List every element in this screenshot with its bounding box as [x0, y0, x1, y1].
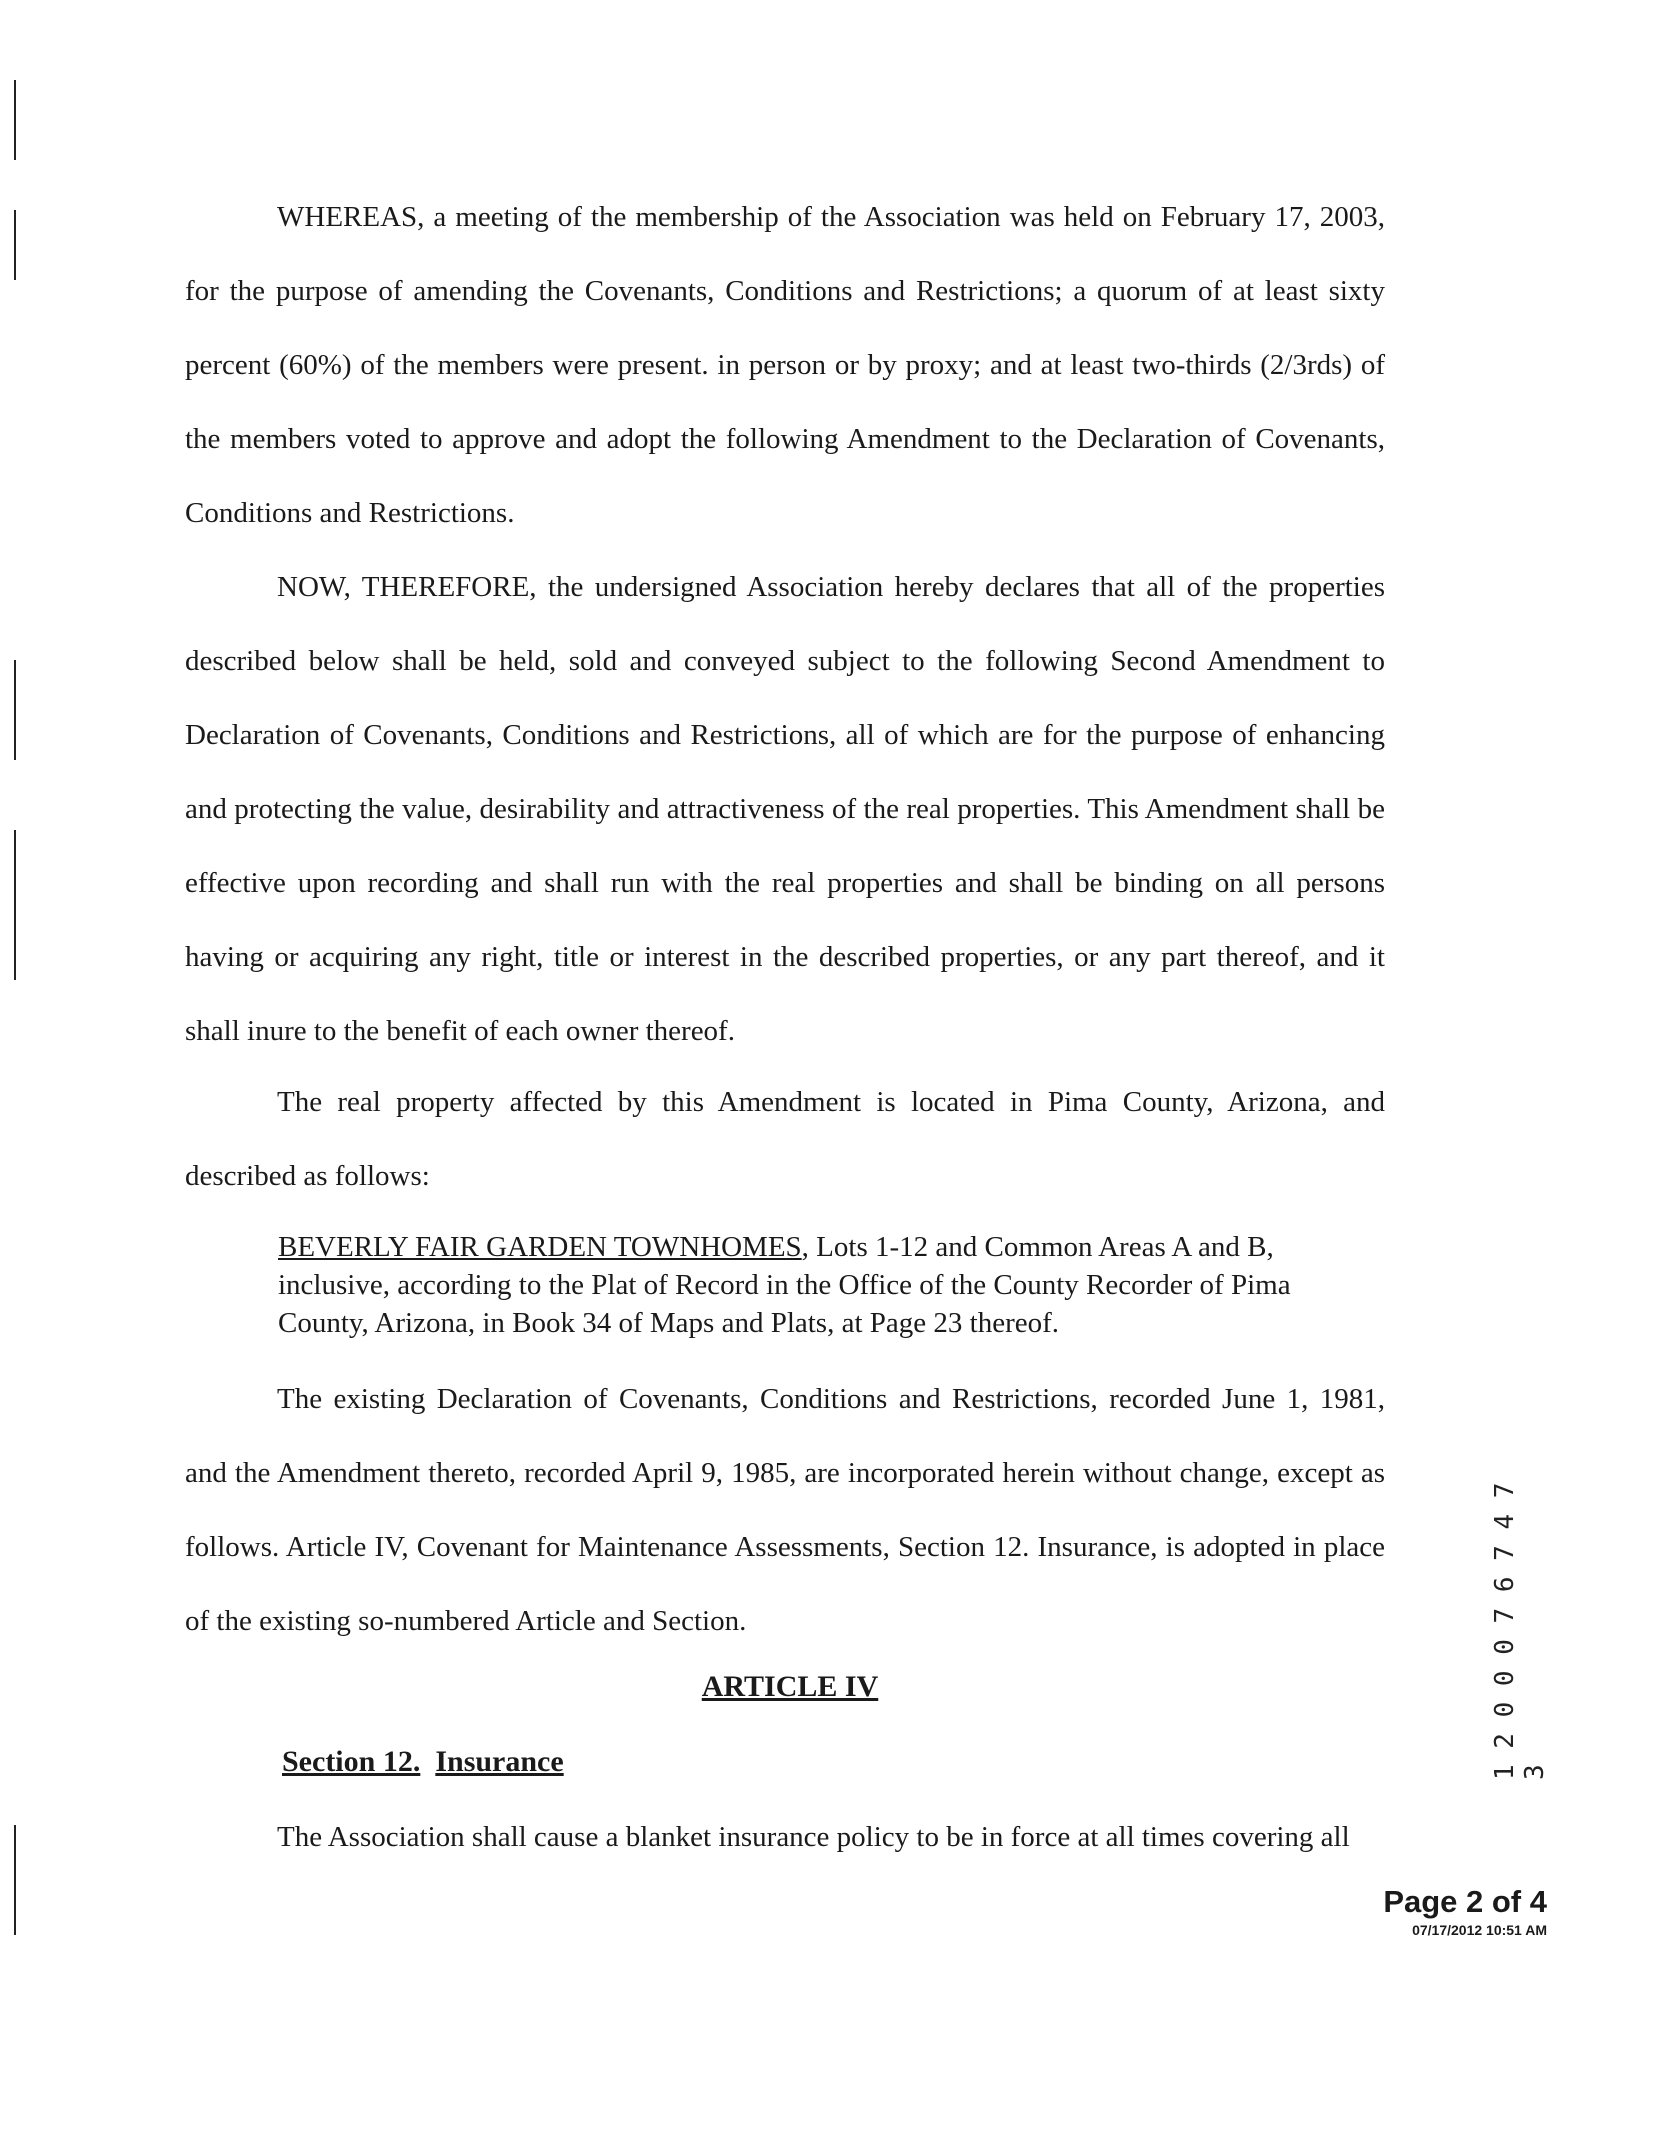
- scan-edge-mark: [14, 660, 16, 760]
- scan-edge-mark: [14, 830, 16, 980]
- section-number: Section 12.: [282, 1745, 421, 1778]
- legal-description-text: , Lots 1-12 and Common Areas A and B, inclusive, according to the Plat of Record in the Office of the County Recorder of Pima County, Arizona, in Book 34 of Maps and Plats, at Page 23 thereof.: [278, 1231, 1291, 1339]
- legal-description: [278, 1228, 1368, 1342]
- scan-edge-mark: [14, 1825, 16, 1935]
- subdivision-name: BEVERLY FAIR GARDEN TOWNHOMES: [278, 1231, 802, 1263]
- recording-docket-number: [1490, 1470, 1550, 1780]
- association-insurance-paragraph: The Association shall cause a blanket insurance policy to be in force at all times covering all: [277, 1821, 1350, 1853]
- section-heading: [282, 1745, 564, 1779]
- docket-text: 1 2 0 0 0 7 6 7 4 7 3: [1490, 1482, 1550, 1780]
- scan-edge-mark: [14, 80, 16, 160]
- scan-edge-mark: [14, 210, 16, 280]
- article-heading: ARTICLE IV: [701, 1670, 879, 1703]
- page-number: Page 2 of 4: [1383, 1884, 1547, 1919]
- now-therefore-paragraph: NOW, THEREFORE, the undersigned Association hereby declares that all of the properties described below shall be held, sold and conveyed subject to the following Second Amendment to Declaration of Covenants, Conditions and Restrictions, all of which are for the purpose of enhancing and protecting the value, desirability and attractiveness of the real properties. This Amendment shall be effective upon recording and shall run with the real properties and shall be binding on all persons having or acquiring any right, title or interest in the described properties, or any part thereof, and it shall inure to the benefit of each owner thereof.: [185, 571, 1385, 1047]
- print-timestamp: 07/17/2012 10:51 AM: [1412, 1922, 1547, 1938]
- whereas-paragraph: WHEREAS, a meeting of the membership of the Association was held on February 17, 2003, for the purpose of amending the Covenants, Conditions and Restrictions; a quorum of at least sixty percent (60%) of the members were present. in person or by proxy; and at least two-thirds (2/3rds) of the members voted to approve and adopt the following Amendment to the Declaration of Covenants, Conditions and Restrictions.: [185, 201, 1385, 529]
- existing-declaration-paragraph: The existing Declaration of Covenants, Conditions and Restrictions, recorded June 1, 1981, and the Amendment thereto, recorded April 9, 1985, are incorporated herein without change, except as follows. Article IV, Covenant for Maintenance Assessments, Section 12. Insurance, is adopted in place of the existing so-numbered Article and Section.: [185, 1383, 1385, 1637]
- real-property-paragraph: The real property affected by this Amendment is located in Pima County, Arizona, and described as follows:: [185, 1086, 1385, 1192]
- section-title: Insurance: [435, 1745, 564, 1778]
